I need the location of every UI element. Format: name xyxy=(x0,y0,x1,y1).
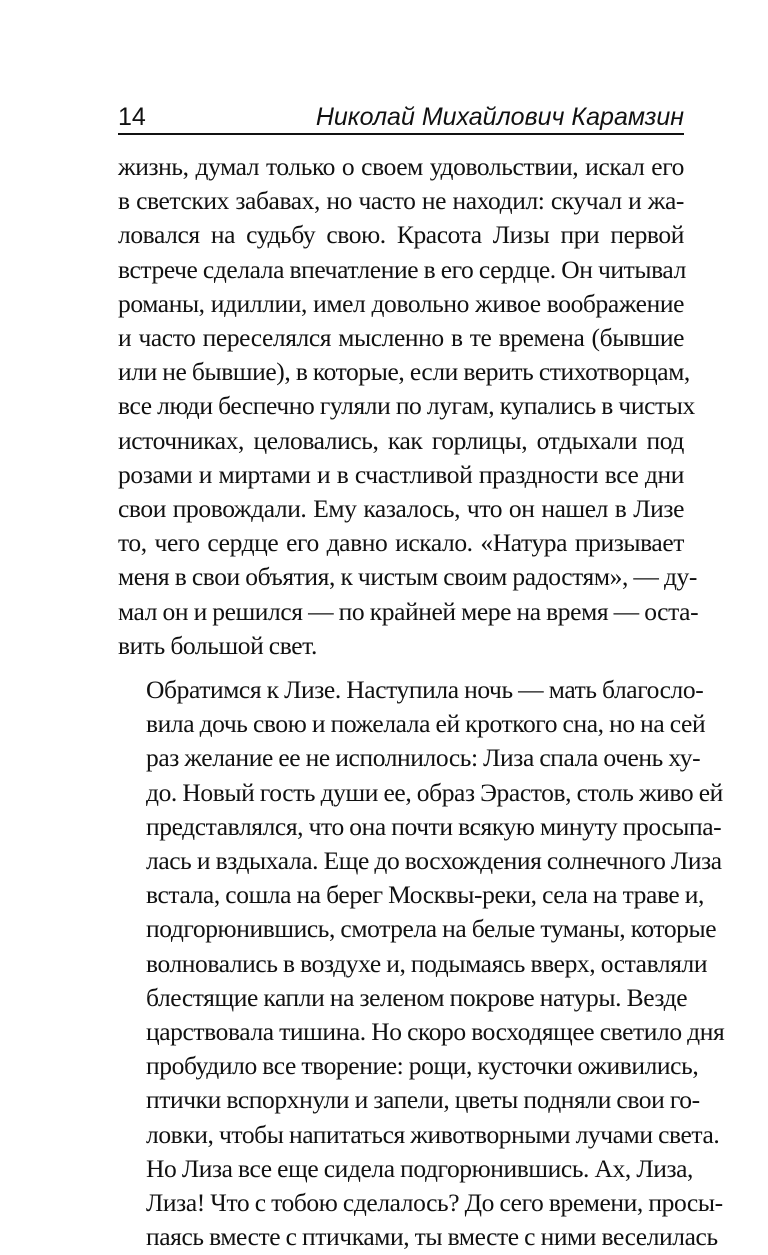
text-line: мал он и решился — по крайней мере на время — оста- xyxy=(118,596,699,626)
running-head xyxy=(118,98,684,132)
text-line: пробудило все творение: рощи, кусточки оживились, xyxy=(146,1051,699,1081)
text-line: паясь вместе с птичками, ты вместе с ними веселилась xyxy=(146,1222,718,1252)
paragraph-1 xyxy=(118,150,699,663)
text-line: в светских забавах, но часто не находил: скучал и жа- xyxy=(118,186,684,216)
text-line: царствовала тишина. Но скоро восходящее светило дня xyxy=(146,1017,725,1047)
text-line: романы, идиллии, имел довольно живое воображение xyxy=(118,288,684,318)
text-line: лась и вздыхала. Еще до восхождения солнечного Лиза xyxy=(146,846,722,876)
text-line: ловался на судьбу свою. Красота Лизы при первой xyxy=(118,220,684,250)
running-title: Николай Михайлович Карамзин xyxy=(315,103,684,131)
page-number: 14 xyxy=(118,103,146,131)
text-line: то, чего сердце его давно искало. «Натура призывает xyxy=(118,528,684,558)
text-line: вила дочь свою и пожелала ей кроткого сна, но на сей xyxy=(146,709,706,739)
text-line: птички вспорхнули и запели, цветы подняли свои го- xyxy=(146,1085,700,1115)
text-line: блестящие капли на зеленом покрове натуры. Везде xyxy=(146,982,688,1012)
text-line: вить большой свет. xyxy=(118,630,317,660)
text-line: и часто переселялся мысленно в те времена (бывшие xyxy=(118,323,684,353)
text-line: меня в свои объятия, к чистым своим радостям», — ду- xyxy=(118,562,697,592)
text-line: до. Новый гость души ее, образ Эрастов, столь живо ей xyxy=(146,777,723,807)
text-line: Но Лиза все еще сидела подгорюнившись. Ах, Лиза, xyxy=(146,1153,694,1183)
text-line: представлялся, что она почти всякую минуту просыпа- xyxy=(146,811,722,841)
header-rule xyxy=(118,133,684,135)
text-line: жизнь, думал только о своем удовольствии, искал его xyxy=(118,152,684,181)
text-line: встрече сделала впечатление в его сердце. Он читывал xyxy=(118,254,686,284)
text-line: подгорюнившись, смотрела на белые туманы, которые xyxy=(146,914,717,944)
text-line: раз желание ее не исполнилось: Лиза спала очень ху- xyxy=(146,743,701,773)
text-line: все люди беспечно гуляли по лугам, купались в чистых xyxy=(118,391,695,421)
text-line: розами и миртами и в счастливой праздности все дни xyxy=(118,459,684,489)
paragraph-2 xyxy=(118,673,725,1254)
body-text xyxy=(118,150,725,1255)
text-line: свои провождали. Ему казалось, что он нашел в Лизе xyxy=(118,494,684,524)
text-line: волновались в воздухе и, подымаясь вверх, оставляли xyxy=(146,948,708,978)
text-line: Обратимся к Лизе. Наступила ночь — мать благосло- xyxy=(146,675,704,705)
text-line: или не бывшие), в которые, если верить стихотворцам, xyxy=(118,357,690,387)
text-line: ловки, чтобы напитаться животворными лучами света. xyxy=(146,1119,720,1149)
text-line: источниках, целовались, как горлицы, отдыхали под xyxy=(118,425,684,455)
text-line: Лиза! Что с тобою сделалось? До сего времени, просы- xyxy=(146,1188,723,1218)
text-line: встала, сошла на берег Москвы-реки, села на траве и, xyxy=(146,880,705,910)
